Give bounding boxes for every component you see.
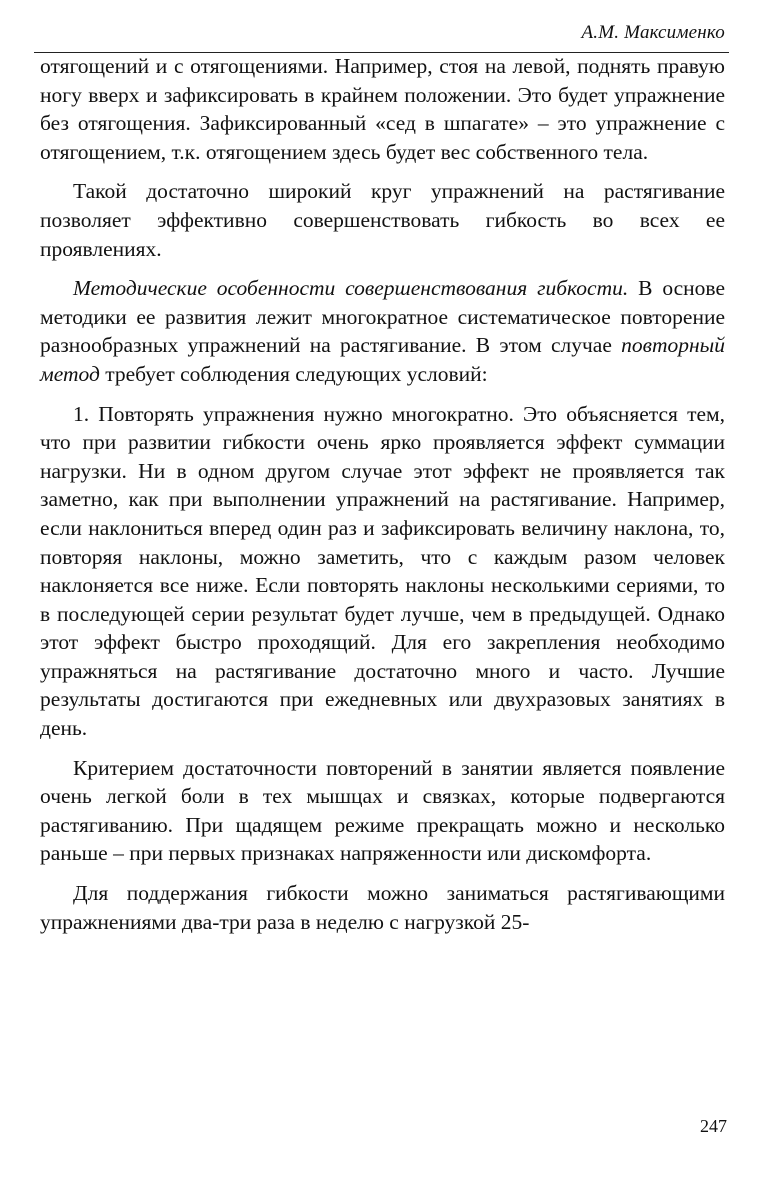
paragraph-3-text: В основе методики ее развития лежит многократное систематическое повторение разнообразных упражнений на растягивание. В этом случае	[40, 276, 725, 358]
paragraph-3	[40, 274, 725, 388]
paragraph-4-numbered: 1. Повторять упражнения нужно многократно. Это объясняется тем, что при развитии гибкости очень ярко проявляется эффект суммации нагрузки. Ни в одном другом случае этот эффект не проявляется так заметно, как при выполнении упражнений на растягивание. Например, если наклониться вперед один раз и зафиксировать величину наклона, то, повторяя наклоны, можно заметить, что с каждым разом человек наклоняется все ниже. Если повторять наклоны несколькими сериями, то в последующей серии результат будет лучше, чем в предыдущей. Однако этот эффект быстро проходящий. Для его закрепления необходимо упражняться на растягивание достаточно много и часто. Лучшие результаты достигаются при ежедневных или двухразовых занятиях в день.	[40, 401, 725, 741]
paragraph-5: Критерием достаточности повторений в занятии является появление очень легкой боли в тех мышцах и связках, которые подвергаются растягиванию. При щадящем режиме прекращать можно и несколько раньше – при первых признаках напряженности или дискомфорта.	[40, 755, 725, 866]
emphasis-repeat-method: повторный метод	[40, 333, 725, 386]
paragraph-1: отягощений и с отягощениями. Например, стоя на левой, поднять правую ногу вверх и зафиксировать в крайнем положении. Это будет упражнение без отягощения. Зафиксированный «сед в шпагате» – это упражнение с отягощением, т.к. отягощением здесь будет вес собственного тела.	[40, 54, 725, 164]
paragraph-6: Для поддержания гибкости можно заниматься растягивающими упражнениями два-три раза в неделю с нагрузкой 25-	[40, 881, 725, 934]
paragraph-3-text-end: требует соблюдения следующих условий:	[99, 361, 488, 386]
body-text	[40, 52, 725, 947]
paragraph-2: Такой достаточно широкий круг упражнений на растягивание позволяет эффективно совершенствовать гибкость во всех ее проявлениях.	[40, 179, 725, 261]
running-head-author: А.М. Максименко	[581, 22, 725, 43]
page-number: 247	[700, 1116, 727, 1136]
section-heading-italic: Методические особенности совершенствования гибкости.	[73, 276, 629, 301]
